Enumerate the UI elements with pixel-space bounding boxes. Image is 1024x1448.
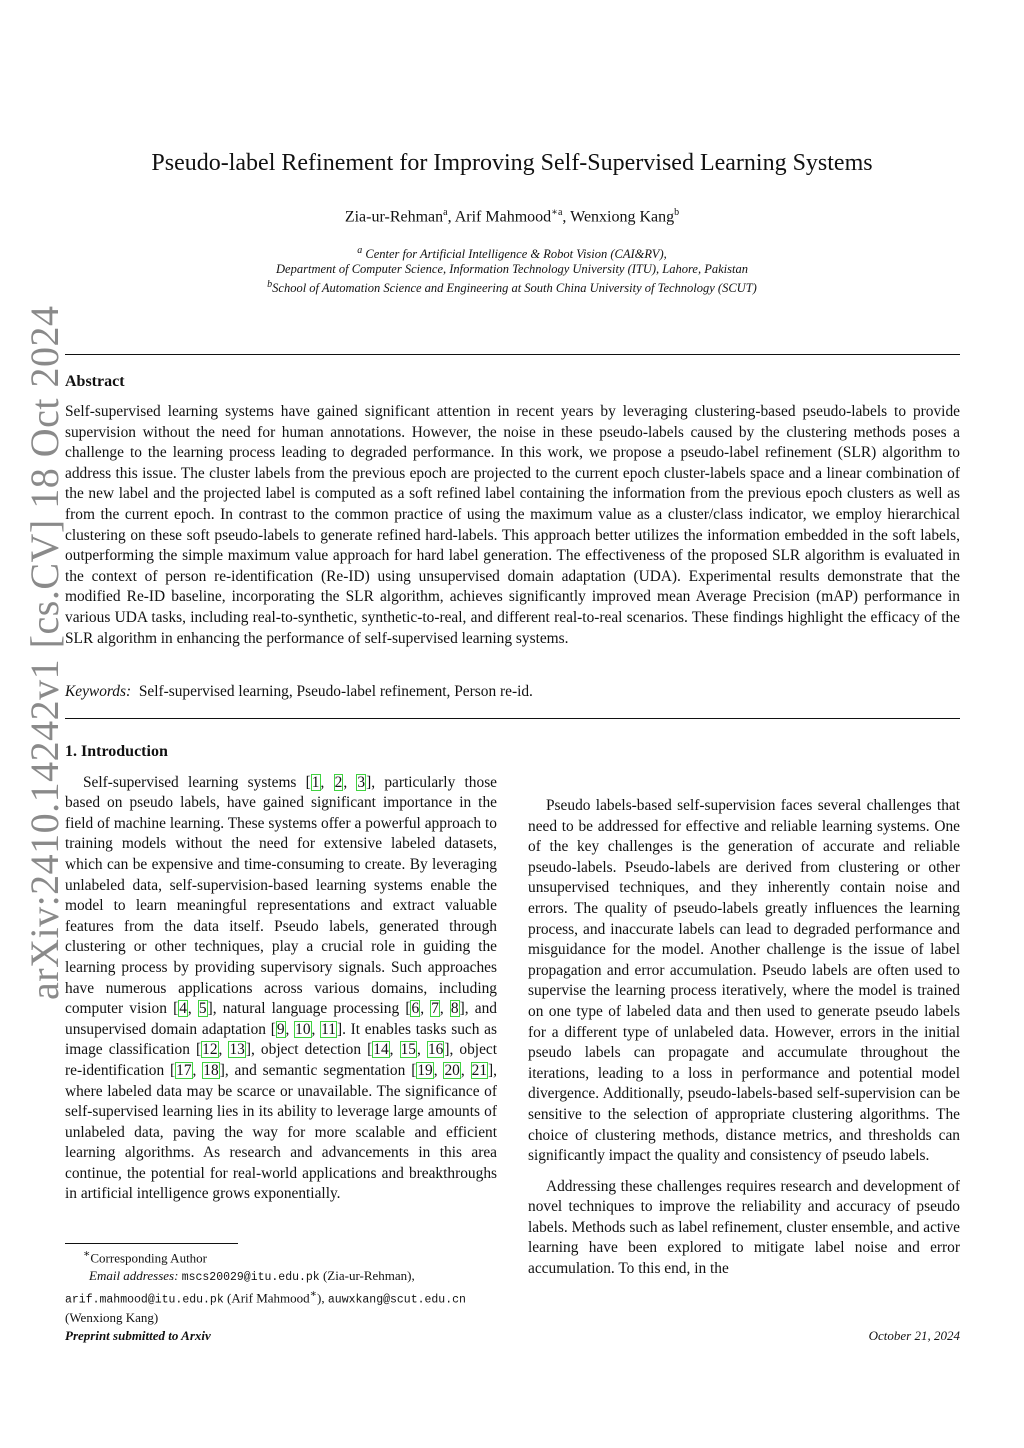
author-list: Zia-ur-Rehman$^a$, Arif Mahmood$^{∗a}$, Wenxiong Kang$^b$ <box>344 207 680 226</box>
author-name: Wenxiong Kang <box>570 208 675 226</box>
citation-link[interactable]: 8 <box>450 1000 459 1018</box>
footer-date: October 21, 2024 <box>868 1328 960 1343</box>
citation-link[interactable]: 16 <box>427 1041 444 1059</box>
citation-link[interactable]: 10 <box>295 1020 311 1038</box>
divider <box>65 718 960 719</box>
affil-mark: a <box>357 245 363 256</box>
author-affil-mark: ∗a <box>551 207 563 218</box>
citation-link[interactable]: 21 <box>471 1061 488 1079</box>
abstract-text: Self-supervised learning systems have gained significant attention in recent years by leveraging clustering-based pseudo-labels to provide supervision without the need for human annotations. However, the noise in these pseudo-labels caused by the clustering methods poses a challenge to the learning process leading to degraded performance. In this work, we propose a pseudo-label refinement (SLR) algorithm to address this issue. The cluster labels from the previous epoch are projected to the current epoch cluster-labels space and a linear combination of the new label and the projected label is computed as a soft refined label containing the information from the previous epoch clusters as well as from the current epoch. In contrast to the common practice of using the maximum value as a cluster/class indicator, we employ hierarchical clustering on these soft pseudo-labels to generate refined hard-labels. This approach better utilizes the information embedded in the soft labels, outperforming the simple maximum value approach for hard label generation. The effectiveness of the proposed SLR algorithm is evaluated in the context of person re-identification (Re-ID) using unsupervised domain adaptation (UDA). Experimental results demonstrate that the modified Re-ID baseline, incorporating the SLR algorithm, achieves significantly improved mean Average Precision (mAP) performance in various UDA tasks, including real-to-synthetic, synthetic-to-real, and different real-to-real scenarios. These findings highlight the efficacy of the SLR algorithm in enhancing the performance of self-supervised learning systems. <box>65 403 960 647</box>
email-link[interactable]: auwxkang@scut.edu.cn <box>327 1293 466 1307</box>
paper-title: Pseudo-label Refinement for Improving Self-Supervised Learning Systems <box>151 150 873 176</box>
citation-link[interactable]: 4 <box>179 1000 187 1018</box>
section-heading: 1. Introduction <box>65 743 168 760</box>
paragraph: Self-supervised learning systems [1, 2, 3], particularly those based on pseudo labels, have gained significant importance in the field of machine learning. These systems offer a powerful approach to training models without the need for extensive labeled datasets, which can be expensive and time-consuming to create. By leveraging unlabeled data, self-supervision-based learning systems enable the model to learn meaningful representations and extract valuable features from the data itself. Pseudo labels, generated through clustering or other techniques, play a crucial role in guiding the learning process by providing supervisory signals. Such approaches have numerous applications across various domains, including computer vision [4, 5], natural language processing [6, 7, 8], and unsupervised domain adaptation [9, 10, 11]. It enables tasks such as image classification [12, 13], object detection [14, 15, 16], object re-identification [17, 18], and semantic segmentation [19, 20, 21], where labeled data may be scarce or unavailable. The significance of self-supervised learning lies in its ability to leverage large amounts of unlabeled data, paving the way for more scalable and efficient learning algorithms. As research and advancements in this area continue, the potential for real-world applications and breakthroughs in artificial intelligence grows exponentially. <box>65 773 498 1203</box>
affiliation-line: Department of Computer Science, Information Technology University (ITU), Lahore, Pakistan <box>276 262 748 276</box>
arxiv-sidebar-stamp: arXiv:2410.14242v1 [cs.CV] 18 Oct 2024 <box>22 305 67 1000</box>
keywords-label: Keywords: <box>65 683 132 700</box>
paragraph: Pseudo labels-based self-supervision faces several challenges that need to be addressed for effective and reliable learning systems. One of the key challenges is the generation of accurate and reliable pseudo-labels. Pseudo-labels are derived from clustering or other unsupervised techniques, and they inherently contain noise and errors. The quality of pseudo-labels greatly influences the learning process, and inaccurate labels can lead to degraded performance and misguidance for the model. Another challenge is the issue of label propagation and error accumulation. Pseudo labels are often used to supervise the learning process iteratively, where the model is trained on one type of labeled data and then used to generate pseudo labels for a different type of unlabeled data. However, errors in the initial pseudo labels can propagate and accumulate throughout the iterations, leading to a loss in performance and potential model divergence. Additionally, pseudo-labels-based self-supervision can be sensitive to the selection of appropriate clustering algorithms. The choice of clustering methods, distance metrics, and thresholds can significantly impact the quality and consistency of pseudo labels. <box>528 797 960 1165</box>
citation-link[interactable]: 5 <box>198 1000 207 1018</box>
keywords-text: Self-supervised learning, Pseudo-label refinement, Person re-id. <box>138 683 533 700</box>
author-affil-mark: b <box>674 207 680 218</box>
divider <box>65 354 960 355</box>
citation-link[interactable]: 20 <box>444 1061 460 1079</box>
email-link[interactable]: mscs20029@itu.edu.pk <box>181 1270 320 1284</box>
citation-link[interactable]: 1 <box>311 773 320 791</box>
citation-link[interactable]: 15 <box>400 1041 416 1059</box>
citation-link[interactable]: 12 <box>202 1041 218 1059</box>
citation-link[interactable]: 19 <box>417 1061 433 1079</box>
column-right <box>528 742 960 1280</box>
citation-link[interactable]: 9 <box>276 1020 285 1038</box>
column-left <box>65 742 497 1205</box>
footnote: ∗Corresponding Author Email addresses: mscs20029@itu.edu.pk (Zia-ur-Rehman), arif.mahmood@itu.edu.pk (Arif Mahmood∗), auwxkang@scut.edu.cn (Wenxiong Kang) <box>65 1248 466 1326</box>
citation-link[interactable]: 2 <box>334 773 343 791</box>
citation-link[interactable]: 3 <box>357 773 366 791</box>
citation-link[interactable]: 7 <box>431 1000 439 1018</box>
paragraph: Addressing these challenges requires research and development of novel techniques to improve the reliability and accuracy of pseudo labels. Methods such as label refinement, cluster ensemble, and active learning have been explored to mitigate label noise and error accumulation. To this end, in the <box>528 1177 960 1278</box>
affiliation-line: $^a$ Center for Artificial Intelligence & Robot Vision (CAI&RV), <box>357 245 667 262</box>
author-name: Arif Mahmood <box>454 208 552 226</box>
citation-link[interactable]: 14 <box>373 1041 389 1059</box>
author-name: Zia-ur-Rehman <box>344 208 444 226</box>
author-affil-mark: a <box>443 207 448 218</box>
keywords <box>65 683 960 701</box>
affil-mark: b <box>267 279 273 290</box>
citation-link[interactable]: 18 <box>203 1061 219 1079</box>
abstract-heading: Abstract <box>65 373 125 390</box>
citation-link[interactable]: 13 <box>229 1041 245 1059</box>
citation-link[interactable]: 11 <box>321 1020 336 1038</box>
affiliation-line: $^b$School of Automation Science and Engineering at South China University of Technology (SCUT) <box>267 279 757 296</box>
email-link[interactable]: arif.mahmood@itu.edu.pk <box>65 1293 224 1307</box>
citation-link[interactable]: 6 <box>411 1000 420 1018</box>
footnote-divider <box>65 1243 238 1244</box>
footer-preprint: Preprint submitted to Arxiv <box>65 1328 211 1343</box>
citation-link[interactable]: 17 <box>176 1061 192 1079</box>
